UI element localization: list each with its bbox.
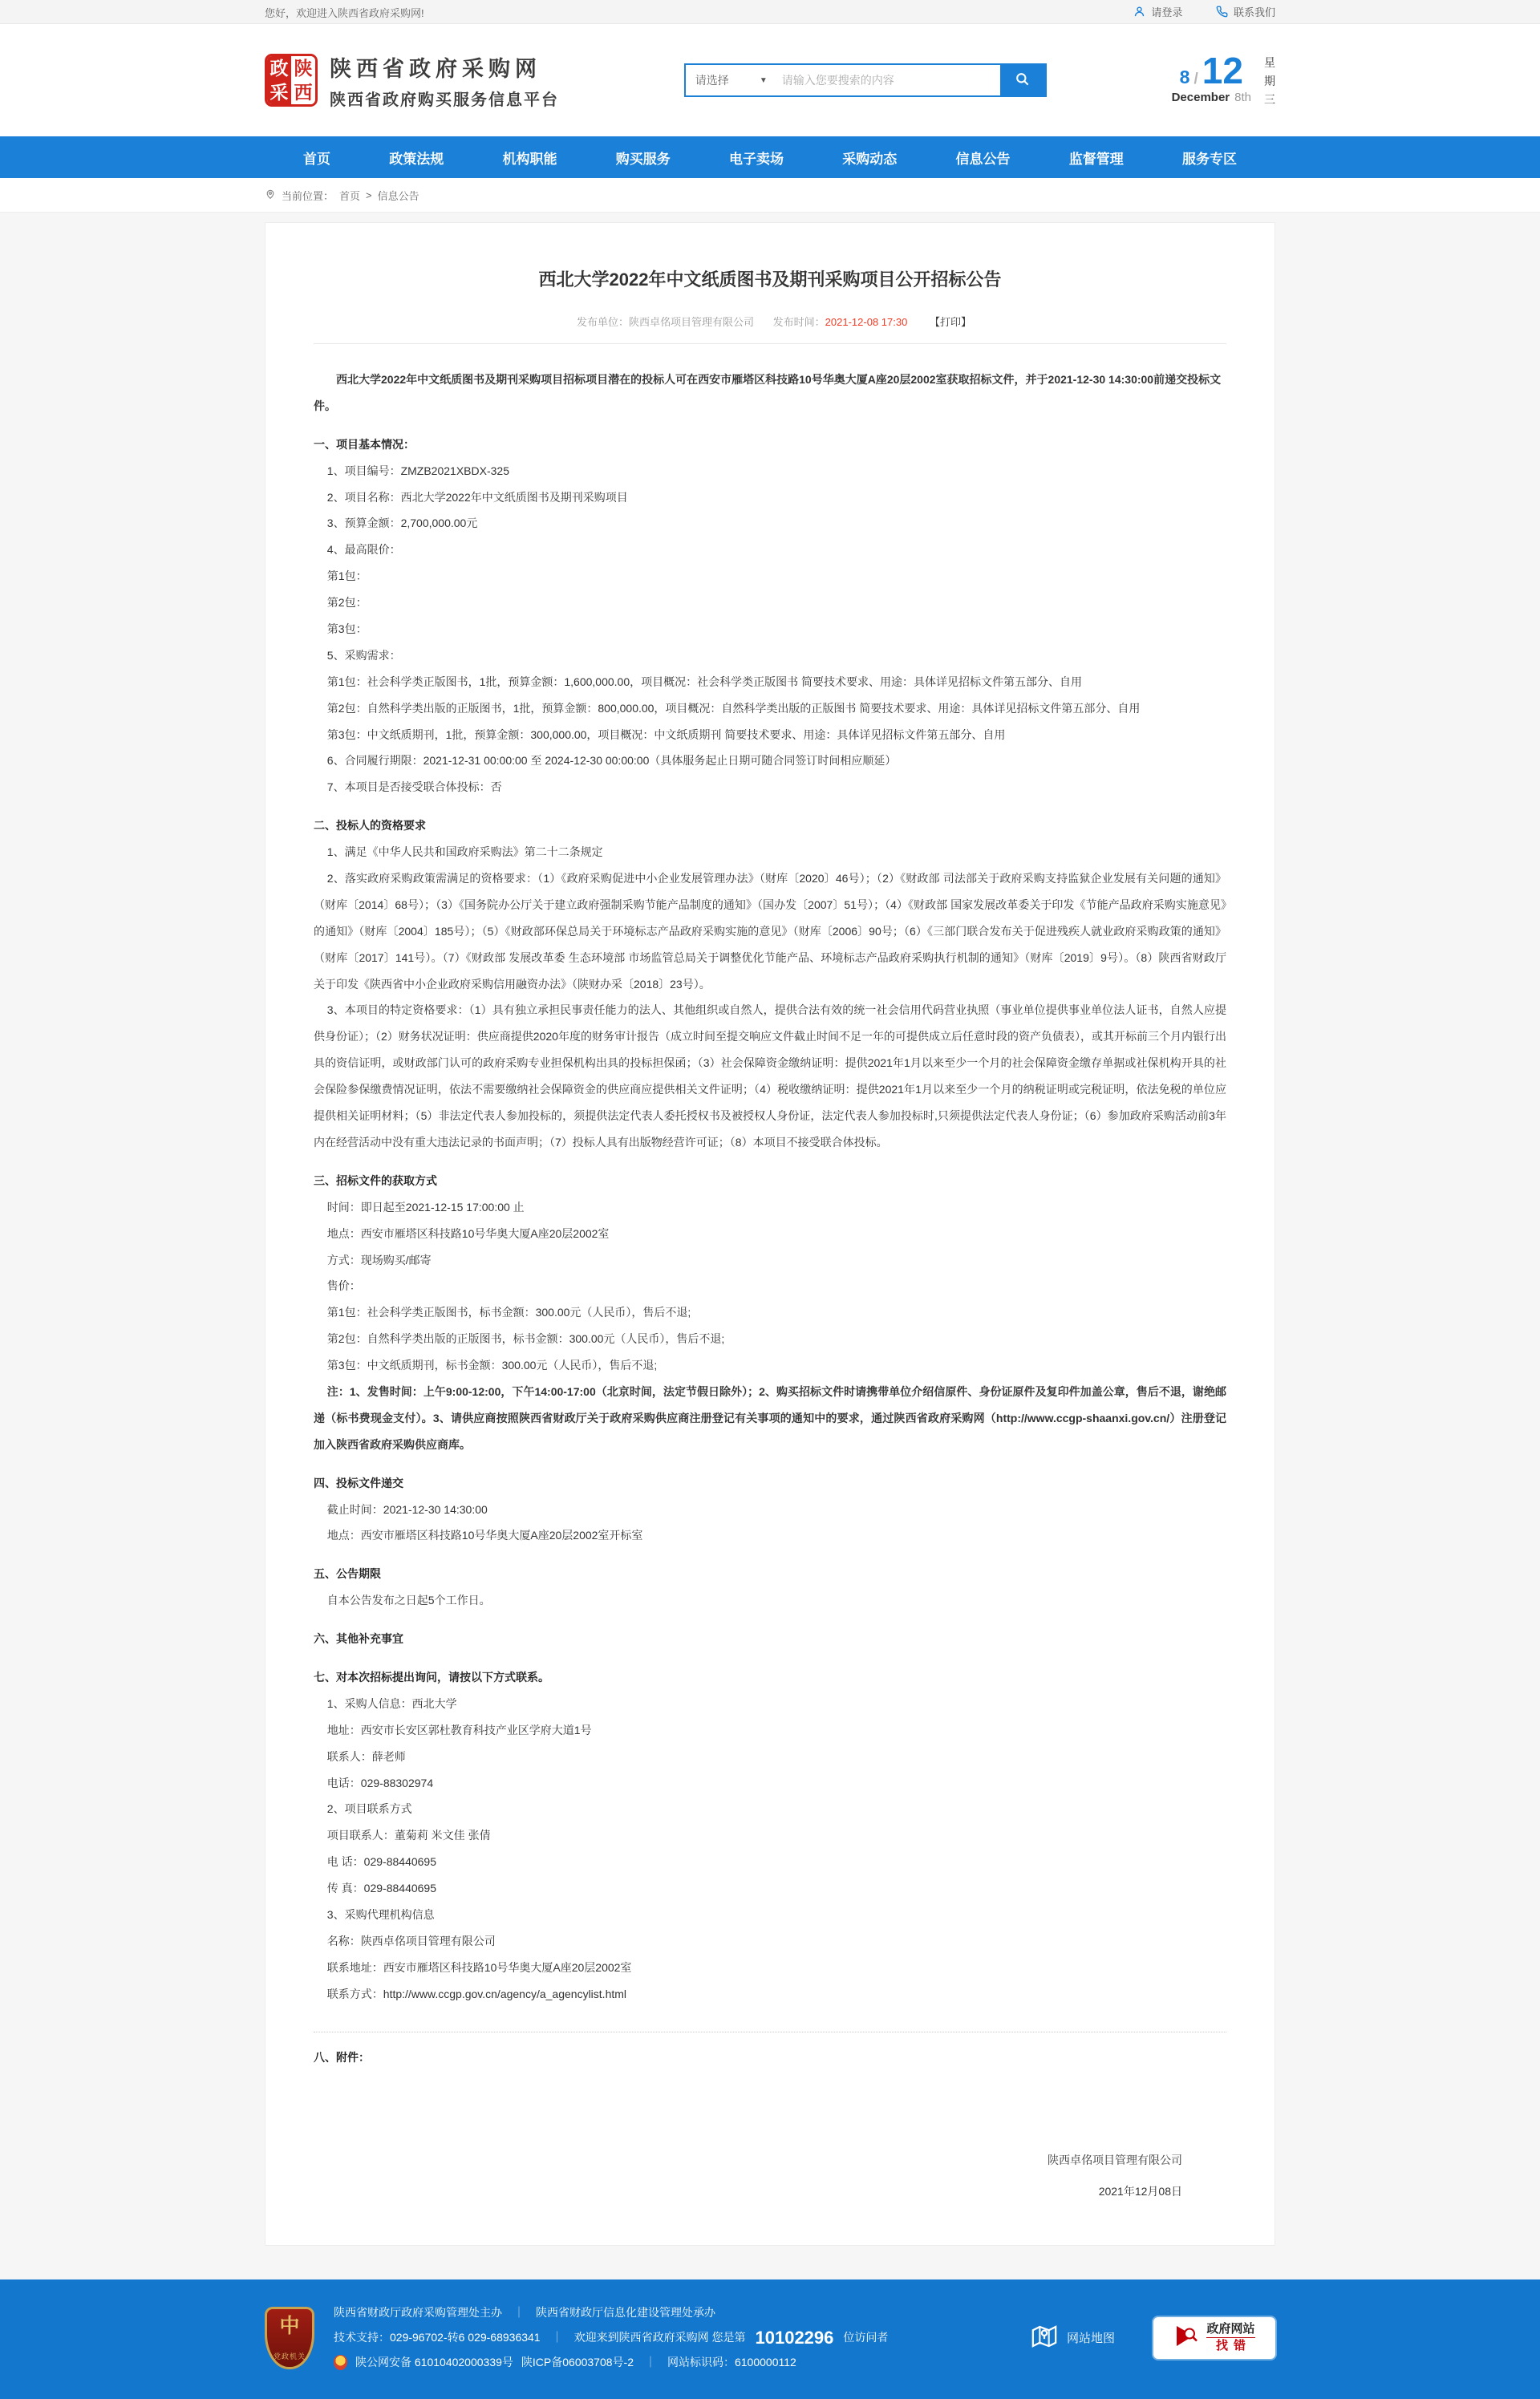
page-body [0, 213, 1540, 2279]
nav-item-2[interactable]: 机构职能 [502, 151, 557, 167]
user-icon [1133, 6, 1145, 18]
police-badge-icon [334, 2355, 347, 2370]
site-subtitle: 陕西省政府购买服务信息平台 [330, 91, 559, 109]
article-paragraph: 3、采购代理机构信息 [326, 1907, 435, 1921]
section-heading: 二、投标人的资格要求 [314, 819, 426, 833]
footer-host1: 陕西省财政厅政府采购管理处主办 [334, 2306, 502, 2320]
article-paragraph: 第2包： [326, 596, 367, 610]
article-paragraph: 1、项目编号：ZMZB2021XBDX-325 [326, 464, 509, 477]
main-nav [0, 136, 1540, 178]
article-paragraph: 第1包：社会科学类正版图书，标书金额：300.00元（人民币），售后不退; [326, 1306, 691, 1319]
nav-item-5[interactable]: 采购动态 [842, 151, 898, 167]
announcement-card [265, 222, 1275, 2246]
section-heading: 八、附件： [314, 2050, 370, 2064]
section-heading: 六、其他补充事宜 [314, 1632, 403, 1646]
article-paragraph: 6、合同履行期限：2021-12-31 00:00:00 至 2024-12-30 00:00:00（具体服务起止日期可随合同签订时间相应顺延） [326, 754, 897, 768]
print-button[interactable]: 【打印】 [929, 316, 971, 328]
contact-link[interactable]: 联系我们 [1216, 4, 1275, 19]
search-category-select[interactable]: 请选择 ▼ [695, 74, 768, 87]
article-paragraph: 电话：029-88302974 [326, 1776, 434, 1789]
section-heading: 一、项目基本情况： [314, 437, 415, 451]
site-logo: 政 陕 采 西 [265, 54, 318, 107]
date-day: 8 [1179, 66, 1190, 87]
search-icon [1015, 71, 1030, 89]
article-paragraph: 7、本项目是否接受联合体投标：否 [326, 780, 502, 794]
article-paragraph: 2、落实政府采购政策需满足的资格要求：（1）《政府采购促进中小企业发展管理办法》（财库〔2020〕46号）；（2）《财政部 司法部关于政府采购支持监狱企业发展有关问题的通知》（财库〔2014〕68号）；（3）《国务院办公厅关于建立政府强制采购节能产品制度的通知》（国办发〔2007〕51号）；（4）《财政部 国家发展改革委关于印发《节能产品政府采购实施意见》的通知》（财库〔2004〕185号）；（5）《财政部环保总局关于环境标志产品政府采购实施的意见》（财库〔2006〕90号；（6）《三部门联合发布关于促进残疾人就业政府采购政策的通知》（财库〔2017〕141号）。（7）《财政部 发展改革委 生态环境部 市场监管总局关于调整优化节能产品、环境标志产品政府采购执行机制的通知》（财库〔2019〕9号）。（8）陕西省财政厅关于印发《陕西省中小企业政府采购信用融资办法》（陕财办采〔2018〕23号）。 [314, 872, 1226, 991]
nav-item-0[interactable]: 首页 [303, 151, 330, 167]
article-paragraph: 第3包：中文纸质期刊，标书金额：300.00元（人民币），售后不退; [326, 1359, 658, 1372]
login-link[interactable]: 请登录 [1133, 4, 1182, 19]
publisher: 发布单位：陕西卓佲项目管理有限公司 [577, 316, 755, 328]
nav-items [265, 136, 1275, 178]
article-paragraph: 西北大学2022年中文纸质图书及期刊采购项目招标项目潜在的投标人可在西安市雁塔区科技路10号华奥大厦A座20层2002室获取招标文件，并于2021-12-30 14:30:00前递交投标文件。 [314, 373, 1222, 412]
chevron-down-icon: ▼ [759, 75, 768, 85]
article-paragraph: 第3包： [326, 622, 367, 636]
article-paragraph: 1、满足《中华人民共和国政府采购法》第二十二条规定 [326, 845, 603, 859]
error-flag-icon [1173, 2323, 1199, 2352]
error-report-badge[interactable]: 政府网站 找错 [1153, 2317, 1275, 2359]
article-paragraph: 注：1、发售时间：上午9:00-12:00，下午14:00-17:00（北京时间，法定节假日除外）；2、购买招标文件时请携带单位介绍信原件、身份证原件及复印件加盖公章，售后不退，谢绝邮递（标书费现金支付）。3、请供应商按照陕西省财政厅关于政府采购供应商注册登记有关事项的通知中的要求，通过陕西省政府采购网（http://www.ccgp-shaanxi.gov.cn/）注册登记加入陕西省政府采购供应商库。 [314, 1384, 1226, 1451]
article-paragraph: 联系地址：西安市雁塔区科技路10号华奥大厦A座20层2002室 [326, 1960, 632, 1974]
article-paragraph: 联系方式：http://www.ccgp.gov.cn/agency/a_agencylist.html [326, 1987, 627, 2000]
government-emblem: 中 党政机关 [265, 2307, 314, 2369]
article-paragraph: 电 话：029-88440695 [326, 1855, 436, 1869]
site-header [0, 24, 1540, 136]
article-paragraph: 3、本项目的特定资格要求：（1）具有独立承担民事责任能力的法人、其他组织或自然人，提供合法有效的统一社会信用代码营业执照（事业单位提供事业单位法人证书，自然人应提供身份证）；（2）财务状况证明：供应商提供2020年度的财务审计报告（成立时间至提交响应文件截止时间不足一年的可提供成立后任意时段的资产负债表），或其开标前三个月内银行出具的资信证明，或财政部门认可的政府采购专业担保机构出具的投标担保函；（3）社会保障资金缴纳证明：提供2021年1月以来至少一个月的社会保障资金缴存单据或社保机构开具的社会保险参保缴费情况证明，依法不需要缴纳社会保障资金的供应商应提供相关文件证明；（4）税收缴纳证明：提供2021年1月以来至少一个月的纳税证明或完税证明，依法免税的单位应提供相关证明材料；（5）非法定代表人参加投标的，须提供法定代表人委托授权书及被授权人身份证，法定代表人参加投标时,只须提供法定代表人身份证；（6）参加政府采购活动前3年内在经营活动中没有重大违法记录的书面声明；（7）投标人具有出版物经营许可证；（8）本项目不接受联合体投标。 [314, 1003, 1226, 1149]
article-meta: 发布单位：陕西卓佲项目管理有限公司 发布时间：2021-12-08 17:30 【打印】 [314, 314, 1226, 344]
article-paragraph: 2、项目名称：西北大学2022年中文纸质图书及期刊采购项目 [326, 490, 628, 504]
brand [265, 51, 559, 110]
article-paragraph: 5、采购需求： [326, 648, 401, 662]
signature-line: 2021年12月08日 [1098, 2185, 1182, 2198]
article-paragraph: 第2包：自然科学类出版的正版图书，1批，预算金额：800,000.00，项目概况：自然科学类出版的正版图书 简要技术要求、用途：具体详见招标文件第五部分、自用 [326, 701, 1141, 715]
article-paragraph: 地点：西安市雁塔区科技路10号华奥大厦A座20层2002室 [326, 1226, 610, 1240]
visitor-count: 10102296 [755, 2328, 834, 2348]
search-button[interactable] [1000, 65, 1045, 95]
breadcrumb-bar [0, 178, 1540, 213]
article-paragraph: 项目联系人：董菊莉 米文佳 张倩 [326, 1829, 491, 1842]
article-paragraph: 售价： [326, 1279, 361, 1293]
section-heading: 五、公告期限 [314, 1567, 381, 1581]
nav-item-4[interactable]: 电子卖场 [729, 151, 784, 167]
breadcrumb-current[interactable]: 信息公告 [377, 189, 419, 202]
article-paragraph: 联系人：薛老师 [326, 1749, 406, 1763]
section-heading: 四、投标文件递交 [314, 1476, 403, 1489]
section-heading: 三、招标文件的获取方式 [314, 1173, 437, 1187]
article-paragraph: 2、项目联系方式 [326, 1802, 412, 1816]
article-paragraph: 传 真：029-88440695 [326, 1882, 436, 1895]
article-paragraph: 名称：陕西卓佲项目管理有限公司 [326, 1934, 496, 1947]
article-paragraph: 3、预算金额：2,700,000.00元 [326, 517, 478, 530]
welcome-text: 您好，欢迎进入陕西省政府采购网! [265, 6, 424, 19]
article-paragraph: 4、最高限价： [326, 543, 401, 557]
page-title: 西北大学2022年中文纸质图书及期刊采购项目公开招标公告 [538, 269, 1002, 290]
sitemap-link[interactable]: 网站地图 [1031, 2323, 1115, 2353]
date-widget: 8 / 12 December 8th 星 期 三 [1172, 52, 1275, 109]
breadcrumb-home-link[interactable]: 首页 [339, 189, 361, 202]
topbar-links [1103, 4, 1275, 20]
article-paragraph: 地址：西安市长安区郭杜教育科技产业区学府大道1号 [326, 1723, 592, 1736]
site-title: 陕西省政府采购网 [330, 56, 541, 81]
weekday-label: 星 期 三 [1264, 55, 1275, 106]
search-input[interactable] [776, 65, 1000, 95]
article-paragraph: 方式：现场购买/邮寄 [326, 1253, 432, 1266]
article-body [314, 344, 1226, 2205]
search-box [684, 63, 1047, 97]
map-icon [1031, 2323, 1058, 2353]
beian-link[interactable]: 陕公网安备 61010402000339号 [355, 2356, 513, 2369]
article-paragraph: 地点：西安市雁塔区科技路10号华奥大厦A座20层2002室开标室 [326, 1529, 643, 1542]
section-heading: 七、对本次招标提出询问，请按以下方式联系。 [314, 1670, 549, 1684]
signature-line: 陕西卓佲项目管理有限公司 [1048, 2154, 1182, 2167]
article-paragraph: 截止时间：2021-12-30 14:30:00 [326, 1502, 488, 1516]
phone-icon [1216, 6, 1228, 18]
site-footer: 中 党政机关 陕西省财政厅政府采购管理处主办 ｜ 陕西省财政厅信息化建设管理处承办 技术支持：029-96702-转6 029-68936341 ｜ 欢迎来到陕西省政府采购网 您是第 10102296 位访问者 陕公网安备 61010402000339号 陕ICP备06003708号-2 ｜ 网站标识码：6100000112 网站地图 政府网站 找错 [0, 2279, 1540, 2399]
breadcrumb: 当前位置： 首页 > 信息公告 [265, 178, 1275, 212]
article-paragraph: 自本公告发布之日起5个工作日。 [326, 1594, 491, 1607]
nav-item-7[interactable]: 监督管理 [1068, 151, 1124, 167]
nav-item-6[interactable]: 信息公告 [955, 151, 1011, 167]
article-paragraph: 第1包： [326, 569, 367, 583]
publish-time: 2021-12-08 17:30 [825, 316, 908, 328]
nav-item-8[interactable]: 服务专区 [1182, 151, 1237, 167]
topbar [0, 0, 1540, 24]
icp-link[interactable]: 陕ICP备06003708号-2 [521, 2356, 634, 2369]
date-month: 12 [1202, 49, 1243, 91]
location-pin-icon [265, 188, 276, 202]
nav-item-3[interactable]: 购买服务 [615, 151, 671, 167]
footer-support: 技术支持：029-96702-转6 029-68936341 [334, 2331, 541, 2344]
article-paragraph: 1、采购人信息：西北大学 [326, 1696, 457, 1710]
article-paragraph: 第1包：社会科学类正版图书，1批，预算金额：1,600,000.00，项目概况：社会科学类正版图书 简要技术要求、用途：具体详见招标文件第五部分、自用 [326, 675, 1082, 688]
footer-host2: 陕西省财政厅信息化建设管理处承办 [536, 2306, 715, 2320]
article-paragraph: 第3包：中文纸质期刊，1批，预算金额：300,000.00，项目概况：中文纸质期刊 简要技术要求、用途：具体详见招标文件第五部分、自用 [326, 727, 1006, 741]
article-paragraph: 第2包：自然科学类出版的正版图书，标书金额：300.00元（人民币），售后不退; [326, 1332, 725, 1346]
site-code: 网站标识码：6100000112 [667, 2356, 796, 2369]
article-paragraph: 时间：即日起至2021-12-15 17:00:00 止 [326, 1200, 525, 1214]
nav-item-1[interactable]: 政策法规 [389, 151, 444, 167]
